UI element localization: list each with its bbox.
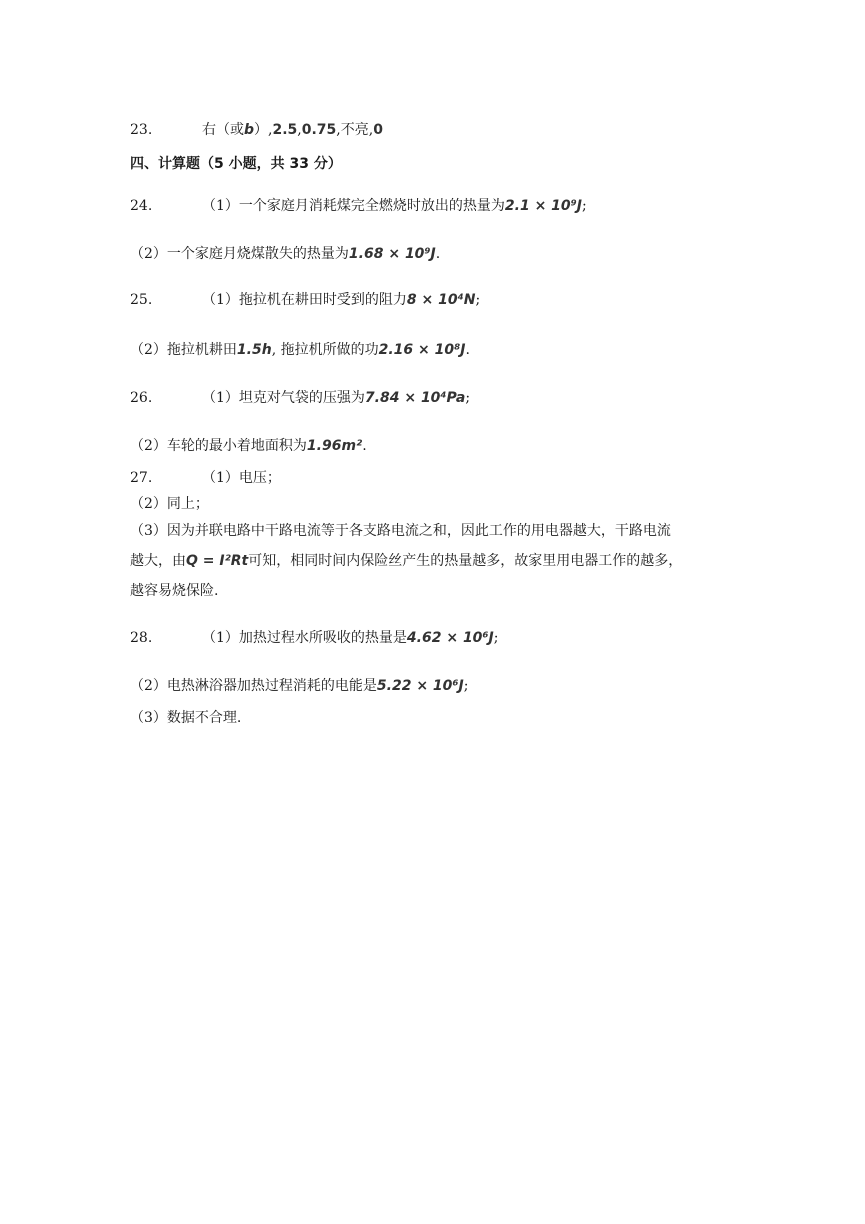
math-expression: 1.96m² <box>306 438 363 454</box>
punctuation: . <box>465 342 470 358</box>
punctuation: . <box>362 438 367 454</box>
punctuation: . <box>435 246 441 262</box>
answer-text: （2）电热淋浴器加热过程消耗的电能是 <box>130 678 377 694</box>
separator: , <box>297 122 302 138</box>
question-27-part1 <box>130 468 281 488</box>
question-number: 28. <box>130 630 153 646</box>
question-number: 26. <box>130 390 153 406</box>
punctuation: ; <box>465 390 471 406</box>
punctuation: ; <box>582 198 587 214</box>
punctuation: ; <box>493 630 499 646</box>
punctuation: ; <box>475 292 481 308</box>
question-26-part1 <box>130 388 470 408</box>
answer-text: ）, <box>254 122 273 138</box>
question-number: 24. <box>130 198 153 214</box>
answer-text-line <box>130 546 720 576</box>
math-expression: Q = I²Rt <box>186 553 249 569</box>
question-25-part1 <box>130 290 480 310</box>
answer-text: （1）拖拉机在耕田时受到的阻力 <box>202 292 407 308</box>
answer-text: （2）车轮的最小着地面积为 <box>130 438 307 454</box>
answer-text: （1）电压； <box>202 470 281 486</box>
math-expression: 2.1 × 10⁹J <box>504 198 583 214</box>
question-number: 23. <box>130 122 153 138</box>
math-expression: 2.5 <box>272 122 298 138</box>
math-expression: 2.16 × 10⁸J <box>378 342 466 358</box>
question-28-part2 <box>130 676 468 696</box>
math-expression: 5.22 × 10⁶J <box>376 678 464 694</box>
math-expression: 8 × 10⁴N <box>406 292 476 308</box>
answer-text: （2）同上； <box>130 496 209 512</box>
answer-text: , 拖拉机所做的功 <box>271 342 379 358</box>
answer-text: （2）拖拉机耕田 <box>130 342 237 358</box>
question-27-part2 <box>130 494 209 514</box>
question-27-part3 <box>130 516 720 606</box>
question-number: 25. <box>130 292 153 308</box>
question-number: 27. <box>130 470 153 486</box>
math-expression: 1.68 × 10⁹J <box>348 246 436 262</box>
math-expression: 4.62 × 10⁶J <box>406 630 494 646</box>
answer-text: ,不亮, <box>336 122 374 138</box>
math-expression: 7.84 × 10⁴Pa <box>364 390 466 406</box>
question-24-part1 <box>130 196 587 216</box>
math-expression: 0.75 <box>301 122 337 138</box>
question-28-part3 <box>130 708 241 728</box>
section-heading: 四、计算题（5 小题，共 33 分） <box>130 156 342 172</box>
math-expression: b <box>244 122 255 138</box>
answer-text: （3）数据不合理. <box>130 710 242 726</box>
answer-text: 越大，由 <box>130 553 186 569</box>
question-25-part2 <box>130 340 470 360</box>
answer-text: （3）因为并联电路中干路电流等于各支路电流之和，因此工作的用电器越大，干路电流 <box>130 523 671 539</box>
punctuation: ; <box>463 678 469 694</box>
math-expression: 0 <box>373 122 383 138</box>
answer-text: 右（或 <box>202 122 244 138</box>
question-24-part2 <box>130 244 440 264</box>
math-expression: 1.5h <box>236 342 272 358</box>
answer-text: 越容易烧保险. <box>130 583 219 599</box>
question-26-part2 <box>130 436 367 456</box>
answer-text: （1）一个家庭月消耗煤完全燃烧时放出的热量为 <box>202 198 505 214</box>
question-23-line <box>130 120 383 140</box>
question-28-part1 <box>130 628 498 648</box>
answer-text: 可知，相同时间内保险丝产生的热量越多，故家里用电器工作的越多， <box>248 553 683 569</box>
answer-text: （2）一个家庭月烧煤散失的热量为 <box>130 246 349 262</box>
answer-text: （1）坦克对气袋的压强为 <box>202 390 365 406</box>
answer-text: （1）加热过程水所吸收的热量是 <box>202 630 407 646</box>
